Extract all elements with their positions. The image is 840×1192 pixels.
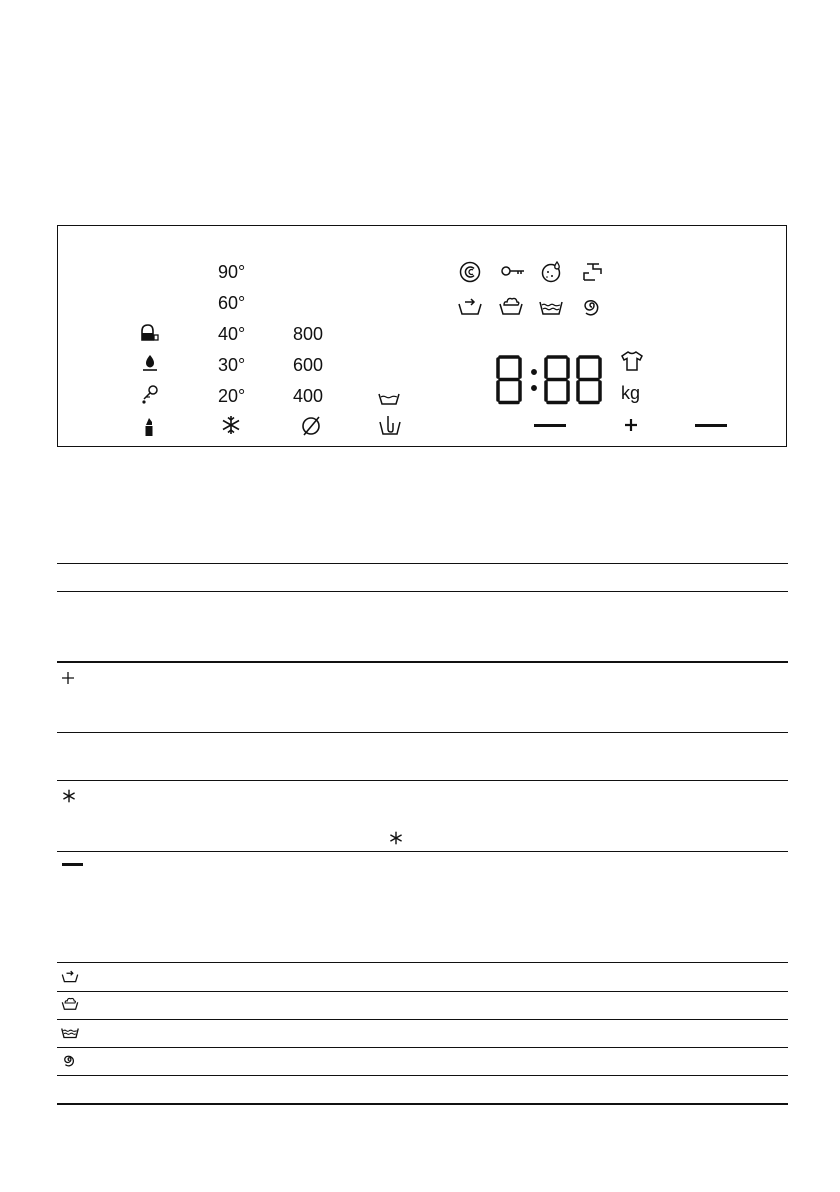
seven-segment-readout — [496, 354, 606, 406]
temp-40: 40° — [218, 324, 246, 344]
table-bottom-rule — [57, 1103, 788, 1105]
table-row-divider — [57, 1019, 788, 1020]
snowflake-icon — [62, 789, 76, 803]
rinse-hold-icon — [378, 392, 400, 406]
child-lock-icon — [501, 264, 525, 278]
table-row-divider — [57, 732, 788, 733]
control-panel — [57, 225, 787, 447]
snowflake-icon — [389, 831, 403, 845]
table-row-divider — [57, 991, 788, 992]
drain-basin-icon[interactable] — [378, 414, 402, 438]
spin-icon — [581, 296, 603, 318]
plus-button[interactable] — [624, 418, 638, 432]
minus-button[interactable] — [534, 424, 566, 427]
dash-button[interactable] — [695, 424, 727, 427]
table-row-divider — [57, 1075, 788, 1076]
table-row-divider — [57, 962, 788, 963]
table-row-divider — [57, 851, 788, 852]
prewash-icon — [458, 296, 482, 316]
no-spin-icon[interactable] — [300, 415, 322, 437]
time-display — [496, 354, 606, 406]
wash-icon — [61, 996, 79, 1010]
prewash-icon — [61, 969, 79, 983]
snowflake-icon[interactable] — [221, 415, 241, 435]
table-top-rule — [57, 563, 788, 564]
rinse-icon — [539, 300, 563, 316]
spin-600: 600 — [293, 355, 324, 375]
temp-60: 60° — [218, 293, 246, 313]
tshirt-icon — [620, 350, 644, 372]
stain-icon — [540, 260, 564, 284]
load-icon — [140, 322, 160, 342]
wash-icon — [499, 295, 523, 315]
temp-30: 30° — [218, 355, 246, 375]
spin-400: 400 — [293, 386, 324, 406]
table-row-divider — [57, 661, 788, 663]
spin-icon — [62, 1053, 77, 1068]
table-header-rule — [57, 591, 788, 592]
stain-brush-icon — [141, 384, 159, 404]
weight-unit: kg — [621, 383, 641, 403]
spin-800: 800 — [293, 324, 324, 344]
lipstick-icon — [143, 416, 155, 438]
dash-icon — [62, 863, 83, 866]
water-drop-icon — [141, 353, 159, 373]
water-tap-icon — [581, 260, 605, 284]
temp-20: 20° — [218, 386, 246, 406]
drum-clean-icon — [458, 260, 482, 284]
table-row-divider — [57, 1047, 788, 1048]
table-row-divider — [57, 780, 788, 781]
plus-icon — [61, 671, 75, 685]
temp-90: 90° — [218, 262, 246, 282]
rinse-icon — [61, 1027, 79, 1039]
